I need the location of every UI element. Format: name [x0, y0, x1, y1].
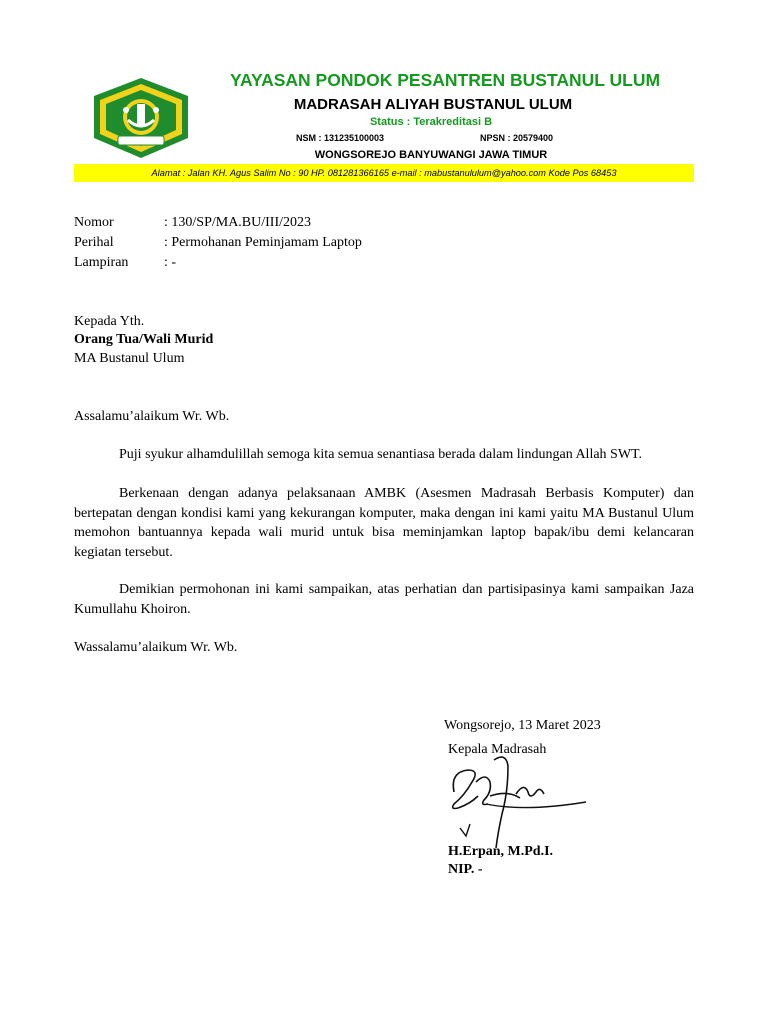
recipient-salutation: Kepada Yth.	[74, 314, 145, 329]
school-region: WONGSOREJO BANYUWANGI JAWA TIMUR	[314, 149, 548, 161]
nomor-label: Nomor	[74, 215, 114, 230]
signer-nip: NIP. -	[448, 862, 483, 877]
signer-name: H.Erpan, M.Pd.I.	[448, 844, 554, 859]
nsm-number: NSM : 131235100003	[296, 133, 385, 143]
lampiran-value: : -	[164, 255, 177, 270]
school-logo	[88, 76, 194, 160]
paragraph-3	[74, 580, 694, 619]
recipient-name: Orang Tua/Wali Murid	[74, 332, 214, 347]
paragraph-1	[74, 445, 694, 465]
paragraph-2	[74, 484, 694, 562]
address-bar: Alamat : Jalan KH. Agus Salim No : 90 HP. 081281366165 e-mail : mabustanululum@yahoo.com Kode Pos 68453	[74, 164, 694, 182]
nomor-value: : 130/SP/MA.BU/III/2023	[164, 215, 312, 230]
lampiran-label: Lampiran	[74, 255, 129, 270]
school-name: MADRASAH ALIYAH BUSTANUL ULUM	[293, 96, 573, 113]
paragraph-2-text: Berkenaan dengan adanya pelaksanaan AMBK (Asesmen Madrasah Berbasis Komputer) dan bertepatan dengan kondisi kami yang kekurangan komputer, maka dengan ini kami yaitu MA Bustanul Ulum memohon bantuannya kepada wali murid untuk bisa meminjamkan laptop bapak/ibu demi kelancaran kegiatan tersebut.	[74, 486, 694, 560]
opening-greeting: Assalamu’alaikum Wr. Wb.	[74, 409, 230, 424]
closing-greeting: Wassalamu’alaikum Wr. Wb.	[74, 640, 238, 655]
paragraph-1-text: Puji syukur alhamdulillah semoga kita semua senantiasa berada dalam lindungan Allah SWT.	[119, 447, 643, 462]
signer-title: Kepala Madrasah	[448, 742, 547, 757]
perihal-label: Perihal	[74, 235, 114, 250]
recipient-institution: MA Bustanul Ulum	[74, 351, 185, 366]
paragraph-3-text: Demikian permohonan ini kami sampaikan, atas perhatian dan partisipasinya kami sampaikan Jaza Kumullahu Khoiron.	[74, 582, 694, 617]
npsn-number: NPSN : 20579400	[480, 133, 554, 143]
place-date: Wongsorejo, 13 Maret 2023	[444, 718, 601, 733]
foundation-name: YAYASAN PONDOK PESANTREN BUSTANUL ULUM	[229, 70, 661, 90]
accreditation-status: Status : Terakreditasi B	[369, 116, 493, 128]
perihal-value: : Permohanan Peminjamam Laptop	[164, 235, 362, 250]
